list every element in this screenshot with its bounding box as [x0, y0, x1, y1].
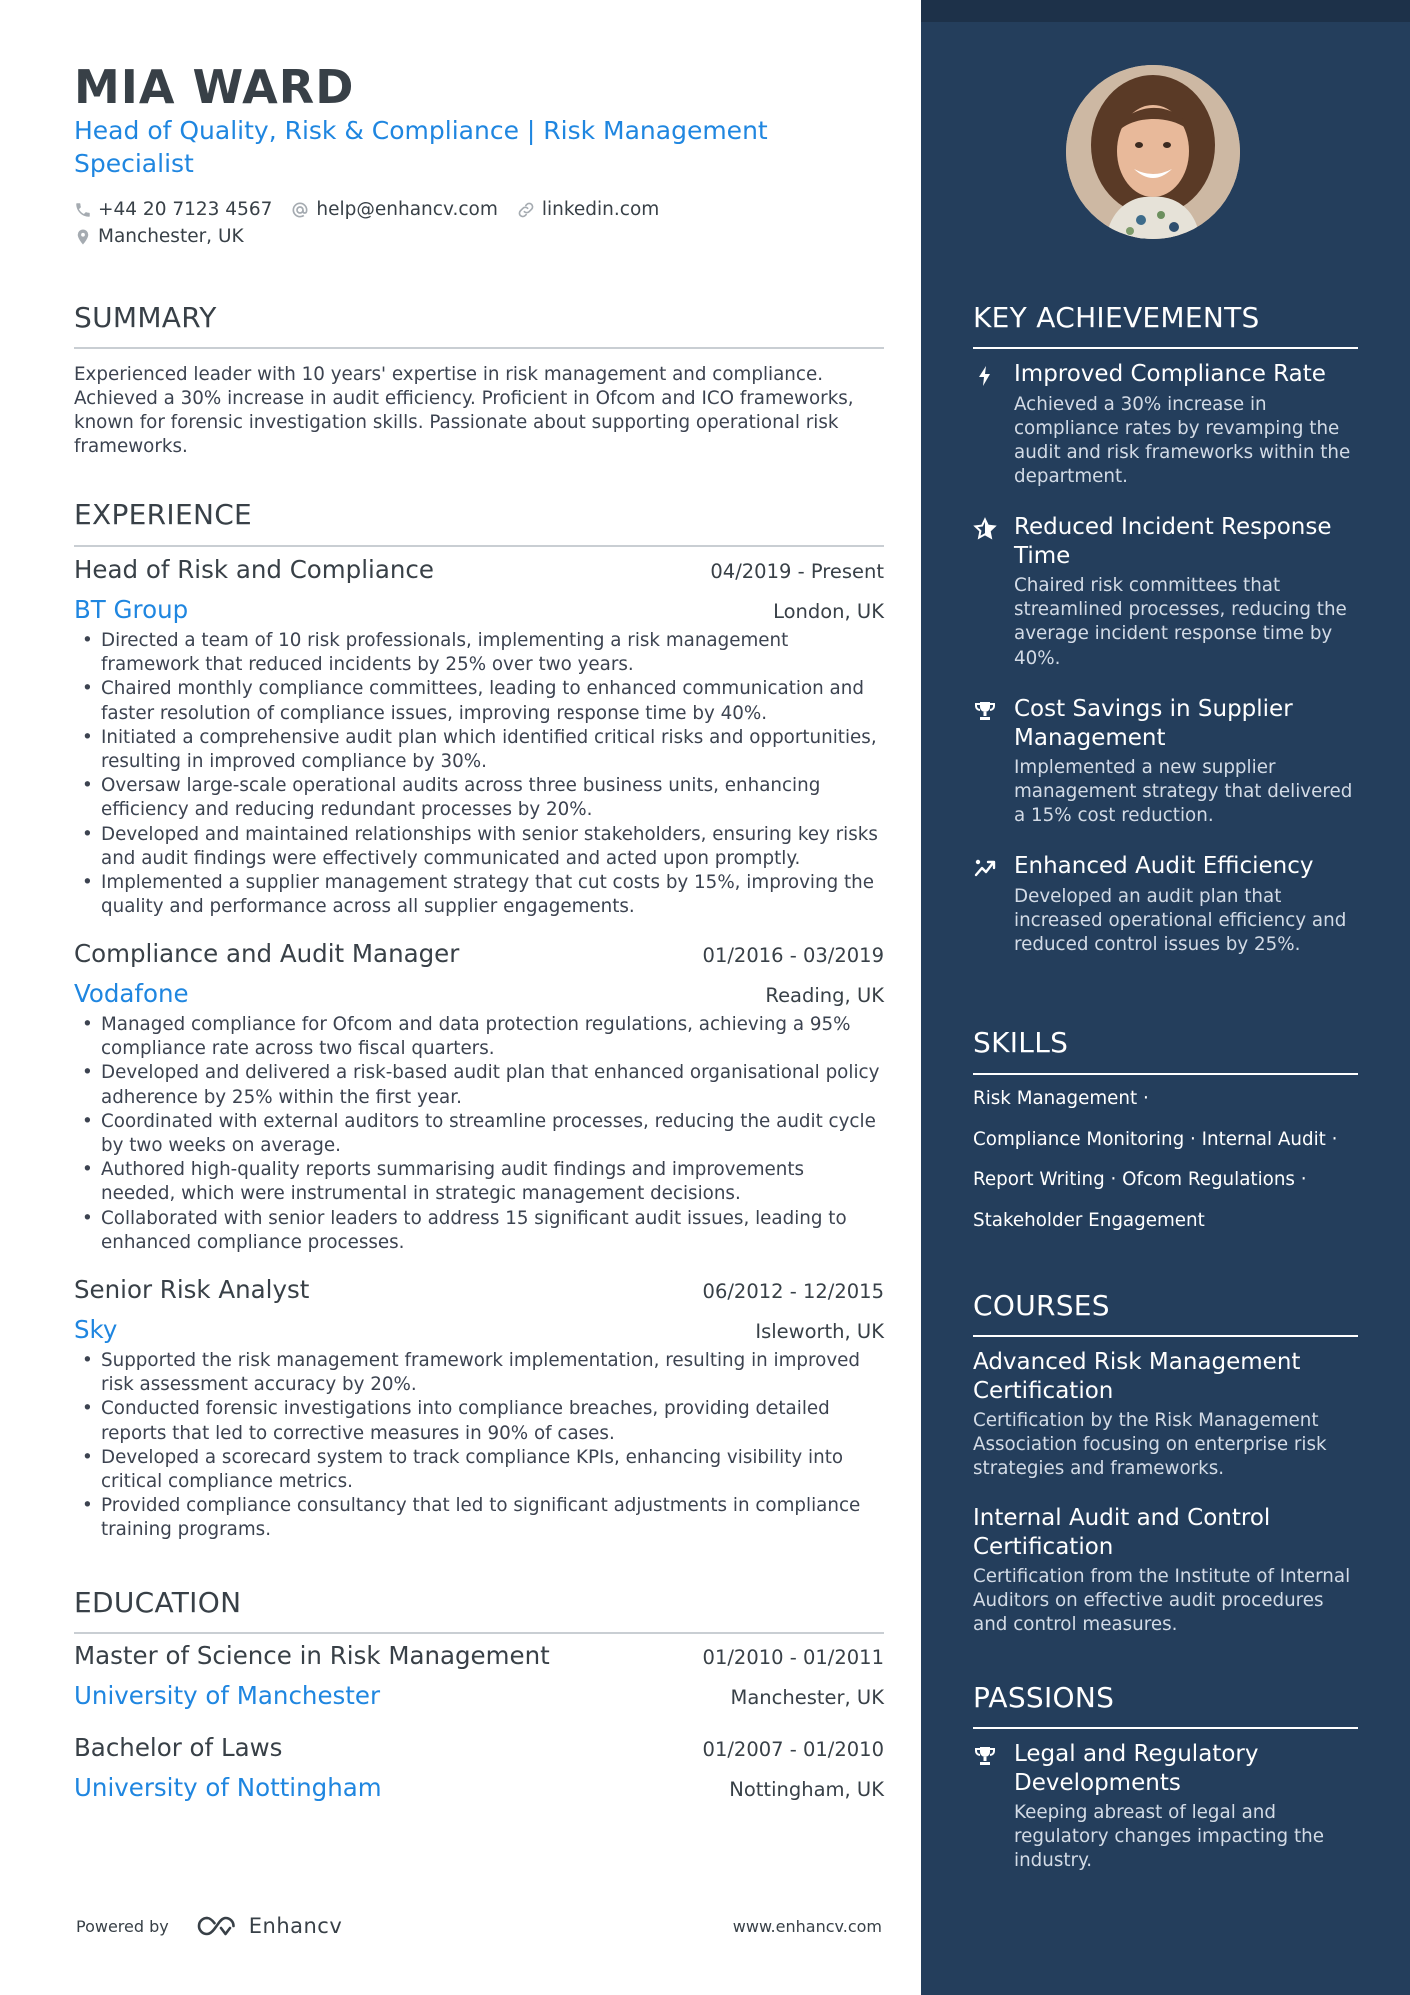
education-entry	[74, 1641, 884, 1715]
passion-title: Legal and Regulatory Developments	[1014, 1741, 1259, 1796]
job-bullets	[74, 1013, 884, 1255]
bullet-item: • Developed a scorecard system to track compliance KPIs, enhancing visibility into critical compliance metrics.	[74, 1446, 884, 1494]
star-icon	[973, 517, 997, 541]
degree: Master of Science in Risk Management	[74, 1641, 550, 1670]
courses-heading: COURSES	[973, 1289, 1110, 1322]
job-location: Reading, UK	[765, 984, 884, 1007]
bullet-item: • Developed and maintained relationships with senior stakeholders, ensuring key risks and audit findings were effectively communicated and acted upon promptly.	[74, 823, 884, 871]
courses-divider	[973, 1335, 1358, 1337]
job-dates: 06/2012 - 12/2015	[702, 1280, 884, 1303]
website-link[interactable]: www.enhancv.com	[732, 1916, 882, 1936]
bullet-item: • Implemented a supplier management strategy that cut costs by 15%, improving the quality and performance across all supplier engagements.	[74, 871, 884, 919]
achievement-item	[973, 852, 1358, 957]
at-icon	[290, 200, 310, 220]
bullet-item: • Provided compliance consultancy that led to significant adjustments in compliance training programs.	[74, 1494, 884, 1542]
brand-name: Enhancv	[248, 1914, 343, 1938]
education-dates: 01/2010 - 01/2011	[702, 1646, 884, 1669]
achievement-item	[973, 360, 1358, 489]
education-location: Manchester, UK	[730, 1686, 884, 1709]
bullet-item: • Conducted forensic investigations into compliance breaches, providing detailed reports that led to corrective measures in 90% of cases.	[74, 1397, 884, 1445]
linkedin-text: linkedin.com	[541, 199, 660, 220]
summary-heading: SUMMARY	[74, 301, 217, 334]
phone-icon	[74, 201, 92, 219]
candidate-name: MIA WARD	[74, 60, 355, 114]
achievement-desc: Developed an audit plan that increased operational efficiency and reduced control issues by 25%.	[1014, 885, 1347, 955]
phone[interactable]	[74, 199, 272, 220]
job-entry	[74, 939, 884, 1255]
passions-heading: PASSIONS	[973, 1681, 1115, 1714]
bullet-item: • Managed compliance for Ofcom and data protection regulations, achieving a 95% compliance rate across two fiscal quarters.	[74, 1013, 884, 1061]
bullet-item: • Directed a team of 10 risk professionals, implementing a risk management framework that reduced incidents by 25% over two years.	[74, 629, 884, 677]
job-company[interactable]: BT Group	[74, 595, 189, 624]
sidebar-top-bar	[921, 0, 1410, 22]
brand-logo[interactable]	[195, 1914, 343, 1938]
link-icon	[516, 200, 536, 220]
email[interactable]	[290, 199, 497, 220]
bullet-item: • Collaborated with senior leaders to address 15 significant audit issues, leading to enhanced compliance processes.	[74, 1207, 884, 1255]
school[interactable]: University of Nottingham	[74, 1773, 382, 1802]
job-entry	[74, 1275, 884, 1543]
achievements-divider	[973, 347, 1358, 349]
achievement-title: Improved Compliance Rate	[1014, 361, 1326, 387]
achievement-title: Reduced Incident Response Time	[1014, 514, 1332, 569]
course-item	[973, 1348, 1363, 1482]
experience-heading: EXPERIENCE	[74, 498, 253, 531]
location	[74, 226, 244, 247]
location-pin-icon	[74, 227, 92, 247]
education-divider	[74, 1632, 884, 1634]
passion-item	[973, 1740, 1358, 1874]
course-item	[973, 1504, 1363, 1638]
enhancv-logo-icon	[195, 1914, 241, 1938]
trophy-icon	[973, 1744, 997, 1768]
job-location: London, UK	[773, 600, 884, 623]
education-heading: EDUCATION	[74, 1586, 242, 1619]
bullet-item: • Initiated a comprehensive audit plan which identified critical risks and opportunities, resulting in improved compliance by 30%.	[74, 726, 884, 774]
phone-text: +44 20 7123 4567	[98, 199, 273, 220]
job-bullets	[74, 1349, 884, 1543]
bullet-item: • Oversaw large-scale operational audits across three business units, enhancing efficiency and reducing redundant processes by 20%.	[74, 774, 884, 822]
contact-info	[74, 196, 874, 250]
job-location: Isleworth, UK	[755, 1320, 884, 1343]
achievement-desc: Chaired risk committees that streamlined processes, reducing the average incident response time by 40%.	[1014, 575, 1347, 669]
course-desc: Certification by the Risk Management Association focusing on enterprise risk strategies and frameworks.	[973, 1410, 1327, 1480]
degree: Bachelor of Laws	[74, 1733, 283, 1762]
powered-by	[76, 1914, 342, 1938]
achievement-title: Cost Savings in Supplier Management	[1014, 696, 1293, 751]
job-entry	[74, 555, 884, 919]
education-dates: 01/2007 - 01/2010	[702, 1738, 884, 1761]
education-location: Nottingham, UK	[729, 1778, 884, 1801]
job-role: Compliance and Audit Manager	[74, 939, 460, 968]
school[interactable]: University of Manchester	[74, 1681, 381, 1710]
trophy-icon	[973, 699, 997, 723]
email-text: help@enhancv.com	[316, 199, 498, 220]
skills-divider	[973, 1073, 1358, 1075]
education-entry	[74, 1733, 884, 1807]
bullet-item: • Authored high-quality reports summarising audit findings and improvements needed, which were instrumental in strategic management decisions.	[74, 1158, 884, 1206]
job-company[interactable]: Sky	[74, 1315, 118, 1344]
achievements-heading: KEY ACHIEVEMENTS	[973, 301, 1260, 334]
bullet-item: • Chaired monthly compliance committees, leading to enhanced communication and faster resolution of compliance issues, improving response time by 40%.	[74, 677, 884, 725]
profile-photo	[1066, 65, 1240, 239]
sidebar	[921, 0, 1410, 1995]
linkedin[interactable]	[516, 199, 659, 220]
skill-line: Stakeholder Engagement	[973, 1209, 1205, 1231]
achievement-item	[973, 695, 1358, 829]
course-title: Internal Audit and Control Certification	[973, 1505, 1271, 1560]
achievement-desc: Achieved a 30% increase in compliance rates by revamping the audit and risk frameworks within the department.	[1014, 393, 1351, 488]
skill-line: Report Writing · Ofcom Regulations ·	[973, 1169, 1307, 1190]
course-title: Advanced Risk Management Certification	[973, 1349, 1301, 1404]
summary-divider	[74, 347, 884, 349]
achievement-desc: Implemented a new supplier management strategy that delivered a 15% cost reduction.	[1014, 757, 1353, 827]
bullet-item: • Coordinated with external auditors to streamline processes, reducing the audit cycle by two weeks on average.	[74, 1110, 884, 1158]
lightning-icon	[973, 364, 997, 388]
chart-arrow-icon	[973, 856, 997, 880]
summary-text: Experienced leader with 10 years' expertise in risk management and compliance. Achieved a 30% increase in audit efficiency. Proficient in Ofcom and ICO frameworks, known for forensic investigation skills. Passionate about supporting operational risk frameworks.	[74, 364, 854, 457]
job-company[interactable]: Vodafone	[74, 979, 189, 1008]
location-text: Manchester, UK	[98, 226, 244, 247]
passion-desc: Keeping abreast of legal and regulatory changes impacting the industry.	[1014, 1802, 1324, 1872]
experience-divider	[74, 545, 884, 547]
job-role: Head of Risk and Compliance	[74, 555, 434, 584]
job-dates: 04/2019 - Present	[710, 560, 884, 583]
job-bullets	[74, 629, 884, 919]
bullet-item: • Developed and delivered a risk-based audit plan that enhanced organisational policy adherence by 25% within the first year.	[74, 1061, 884, 1109]
course-desc: Certification from the Institute of Internal Auditors on effective audit procedures and control measures.	[973, 1566, 1351, 1636]
passions-divider	[973, 1727, 1358, 1729]
skill-line: Compliance Monitoring · Internal Audit ·	[973, 1128, 1338, 1150]
portrait-image	[1066, 65, 1240, 239]
skills-heading: SKILLS	[973, 1026, 1069, 1059]
job-dates: 01/2016 - 03/2019	[702, 944, 884, 967]
achievement-title: Enhanced Audit Efficiency	[1014, 853, 1314, 879]
job-role: Senior Risk Analyst	[74, 1275, 310, 1304]
candidate-title: Head of Quality, Risk & Compliance | Risk Management Specialist	[74, 116, 768, 178]
footer	[76, 1914, 882, 1938]
achievement-item	[973, 513, 1358, 671]
bullet-item: • Supported the risk management framework implementation, resulting in improved risk assessment accuracy by 20%.	[74, 1349, 884, 1397]
skills-list	[973, 1084, 1363, 1246]
skill-line: Risk Management ·	[973, 1088, 1149, 1109]
powered-by-label: Powered by	[76, 1916, 169, 1936]
